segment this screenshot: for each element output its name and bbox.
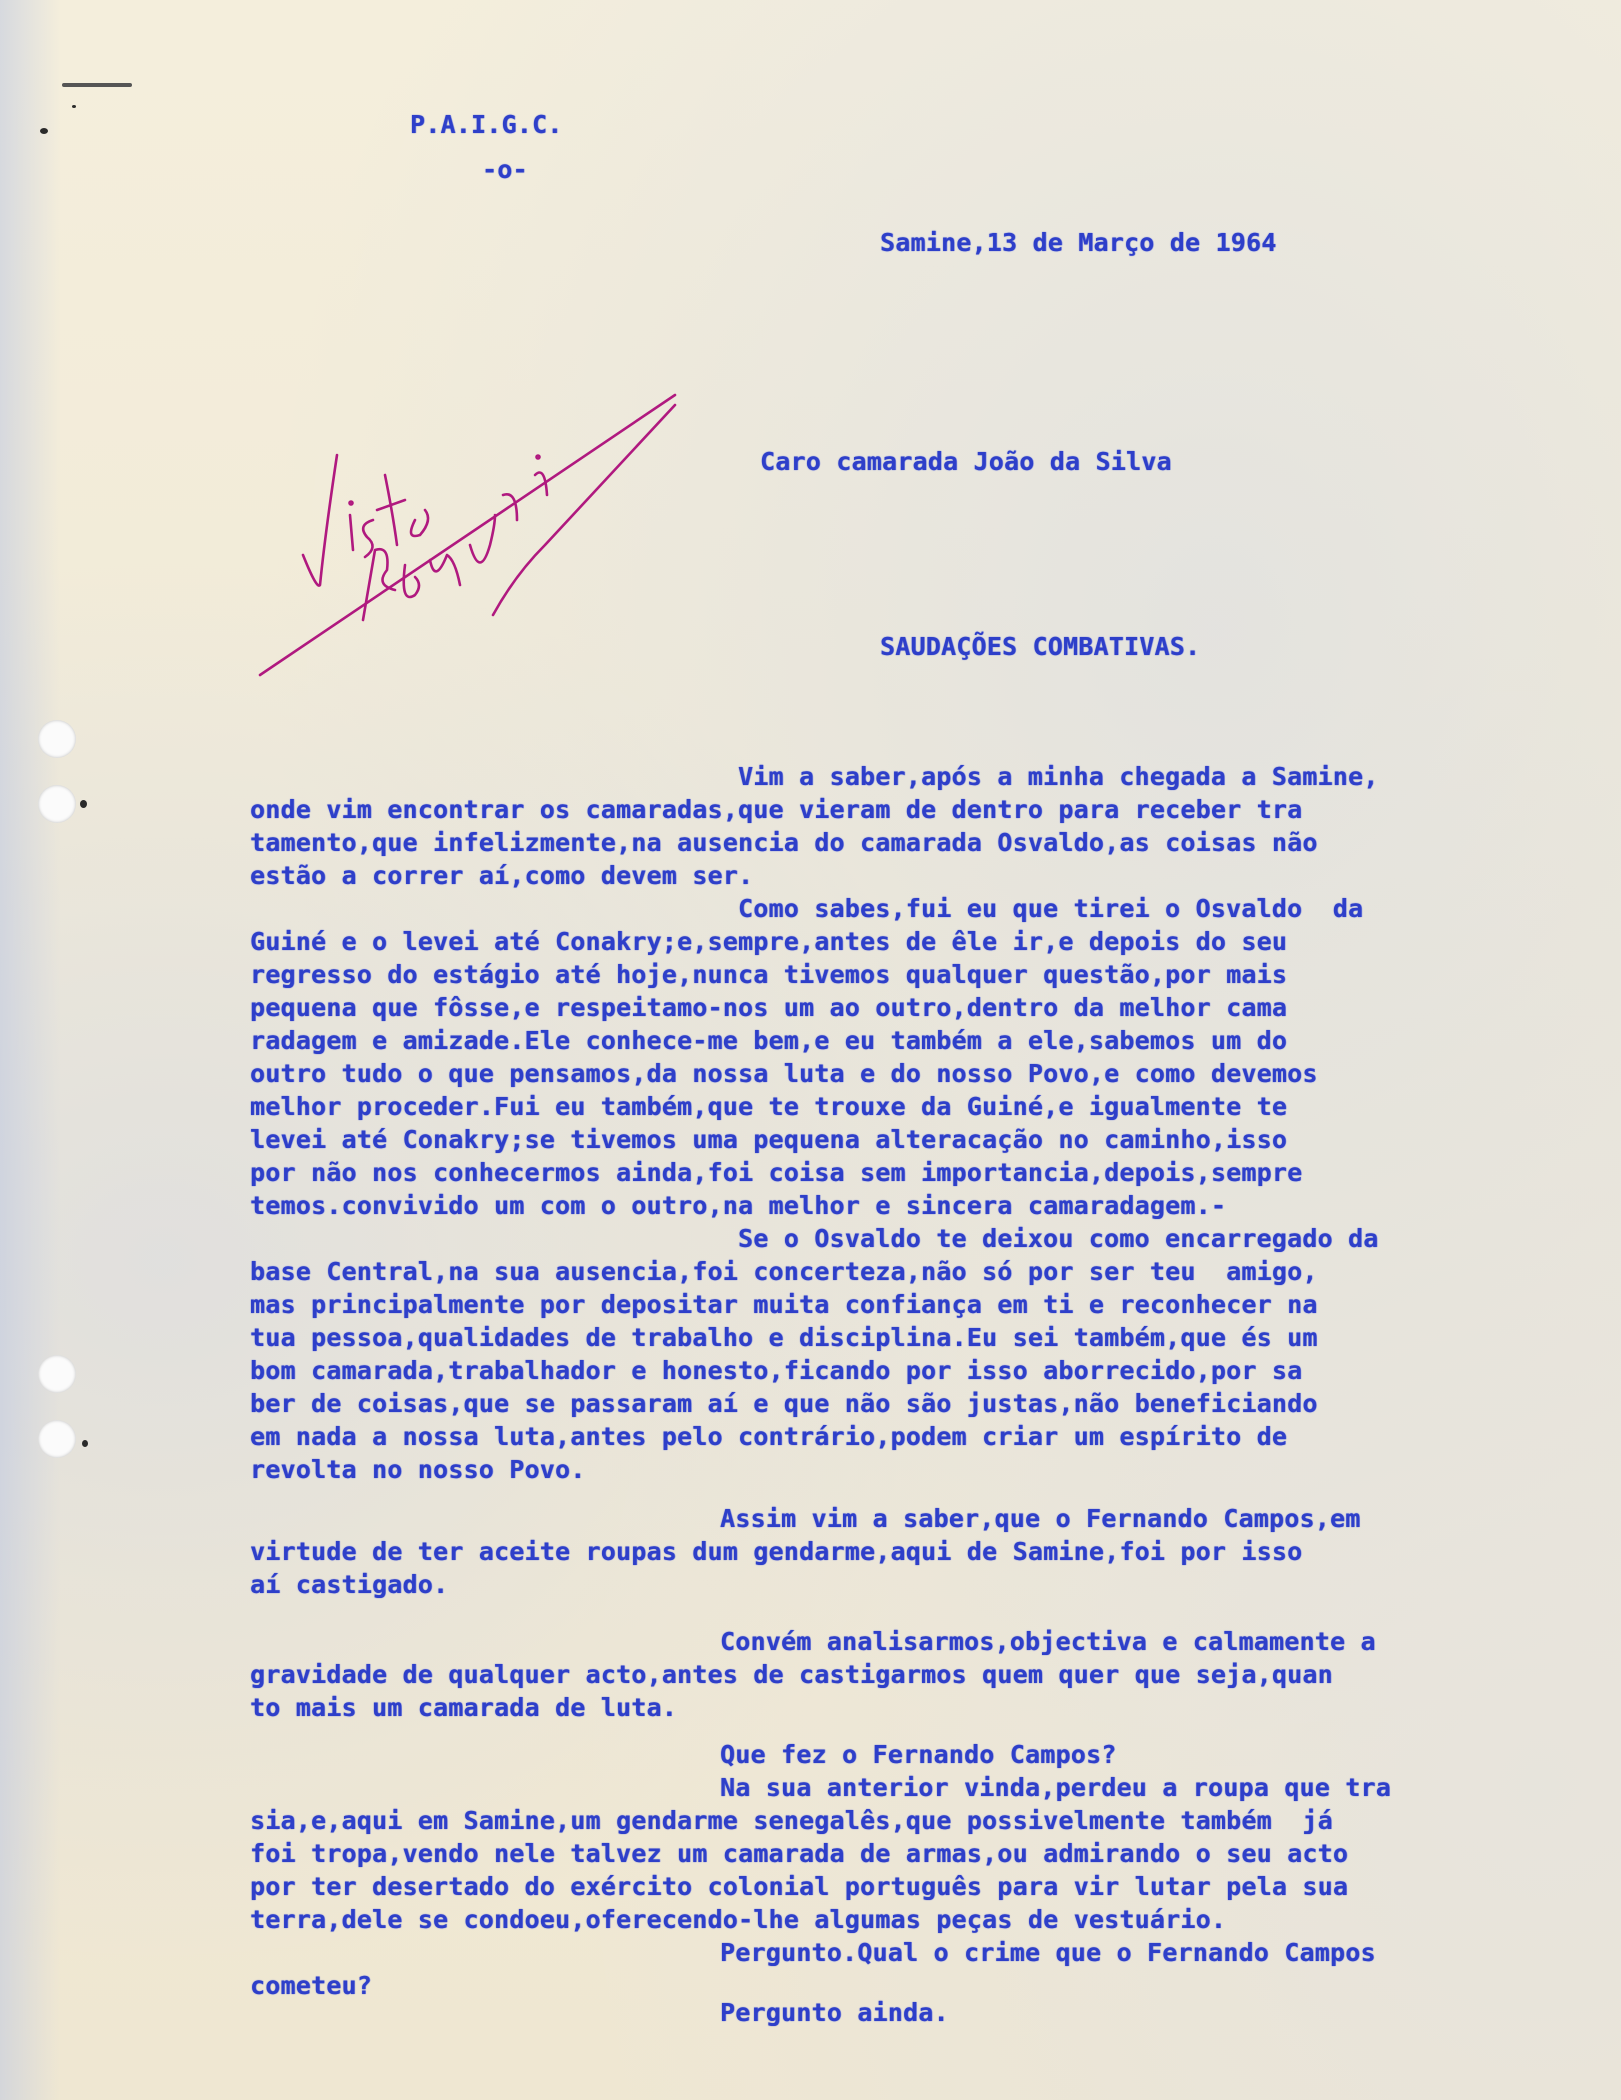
- salutation: Caro camarada João da Silva: [760, 447, 1172, 476]
- ink-speck: [72, 105, 76, 108]
- body-line: cometeu?: [250, 1971, 373, 2000]
- letterhead-separator: -o-: [482, 155, 528, 184]
- greeting: SAUDAÇÕES COMBATIVAS.: [880, 632, 1201, 661]
- signature-stroke: [350, 502, 353, 505]
- body-line: tua pessoa,qualidades de trabalho e disciplina.Eu sei também,que és um: [250, 1323, 1318, 1352]
- signature-stroke: [377, 475, 405, 545]
- body-line: Como sabes,fui eu que tirei o Osvaldo da: [738, 894, 1364, 923]
- body-line: sia,e,aqui em Samine,um gendarme senegalês,que possivelmente também já: [250, 1806, 1333, 1835]
- body-line: radagem e amizade.Ele conhece-me bem,e eu também a ele,sabemos um do: [250, 1026, 1288, 1055]
- body-line: aí castigado.: [250, 1570, 449, 1599]
- paper-tear-mark: [62, 83, 132, 87]
- signature-stroke: [303, 455, 337, 586]
- body-line: Que fez o Fernando Campos?: [720, 1740, 1117, 1769]
- body-line: tamento,que infelizmente,na ausencia do camarada Osvaldo,as coisas não: [250, 828, 1318, 857]
- body-line: estão a correr aí,como devem ser.: [250, 861, 754, 890]
- body-line: pequena que fôsse,e respeitamo-nos um ao outro,dentro da melhor cama: [250, 993, 1288, 1022]
- body-line: base Central,na sua ausencia,foi concerteza,não só por ser teu amigo,: [250, 1257, 1318, 1286]
- signature-stroke: [363, 549, 395, 620]
- body-line: Convém analisarmos,objectiva e calmamente a: [720, 1627, 1376, 1656]
- signature-stroke: [411, 510, 428, 536]
- signature-stroke: [537, 456, 540, 459]
- body-line: Vim a saber,após a minha chegada a Samine,: [738, 762, 1379, 791]
- body-line: em nada a nossa luta,antes pelo contrário,podem criar um espírito de: [250, 1422, 1288, 1451]
- body-line: regresso do estágio até hoje,nunca tivemos qualquer questão,por mais: [250, 960, 1288, 989]
- place-date: Samine,13 de Março de 1964: [880, 228, 1277, 257]
- signature-stroke: [470, 515, 495, 563]
- body-line: gravidade de qualquer acto,antes de castigarmos quem quer que seja,quan: [250, 1660, 1333, 1689]
- body-line: por ter desertado do exército colonial português para vir lutar pela sua: [250, 1872, 1349, 1901]
- signature-stroke: [260, 395, 675, 675]
- body-line: por não nos conhecermos ainda,foi coisa sem importancia,depois,sempre: [250, 1158, 1303, 1187]
- body-line: virtude de ter aceite roupas dum gendarme,aqui de Samine,foi por isso: [250, 1537, 1303, 1566]
- body-line: outro tudo o que pensamos,da nossa luta e do nosso Povo,e como devemos: [250, 1059, 1318, 1088]
- body-line: Pergunto.Qual o crime que o Fernando Campos: [720, 1938, 1376, 1967]
- body-line: temos.convivido um com o outro,na melhor e sincera camaradagem.-: [250, 1191, 1227, 1220]
- ink-speck: [80, 800, 87, 808]
- body-line: terra,dele se condoeu,oferecendo-lhe algumas peças de vestuário.: [250, 1905, 1227, 1934]
- letterhead-org: P.A.I.G.C.: [410, 110, 563, 139]
- signature-stroke: [535, 473, 547, 496]
- body-line: Pergunto ainda.: [720, 1998, 949, 2027]
- body-line: to mais um camarada de luta.: [250, 1693, 678, 1722]
- body-line: Se o Osvaldo te deixou como encarregado da: [738, 1224, 1379, 1253]
- signature-stroke: [350, 515, 353, 550]
- body-line: foi tropa,vendo nele talvez um camarada de armas,ou admirando o seu acto: [250, 1839, 1349, 1868]
- punch-hole: [38, 1355, 76, 1393]
- body-line: Assim vim a saber,que o Fernando Campos,em: [720, 1504, 1361, 1533]
- signature-stroke: [430, 555, 460, 585]
- body-line: onde vim encontrar os camaradas,que vieram de dentro para receber tra: [250, 795, 1303, 824]
- body-line: revolta no nosso Povo.: [250, 1455, 586, 1484]
- body-line: mas principalmente por depositar muita confiança em ti e reconhecer na: [250, 1290, 1318, 1319]
- signature-stroke: [493, 405, 675, 615]
- handwritten-signature: [255, 345, 695, 690]
- body-line: levei até Conakry;se tivemos uma pequena alteracação no caminho,isso: [250, 1125, 1288, 1154]
- body-line: melhor proceder.Fui eu também,que te trouxe da Guiné,e igualmente te: [250, 1092, 1288, 1121]
- body-line: Na sua anterior vinda,perdeu a roupa que tra: [720, 1773, 1392, 1802]
- ink-speck: [82, 1440, 88, 1447]
- signature-stroke: [363, 520, 373, 557]
- body-line: ber de coisas,que se passaram aí e que não são justas,não beneficiando: [250, 1389, 1318, 1418]
- body-line: Guiné e o levei até Conakry;e,sempre,antes de êle ir,e depois do seu: [250, 927, 1288, 956]
- body-line: bom camarada,trabalhador e honesto,ficando por isso aborrecido,por sa: [250, 1356, 1303, 1385]
- punch-hole: [38, 1420, 76, 1458]
